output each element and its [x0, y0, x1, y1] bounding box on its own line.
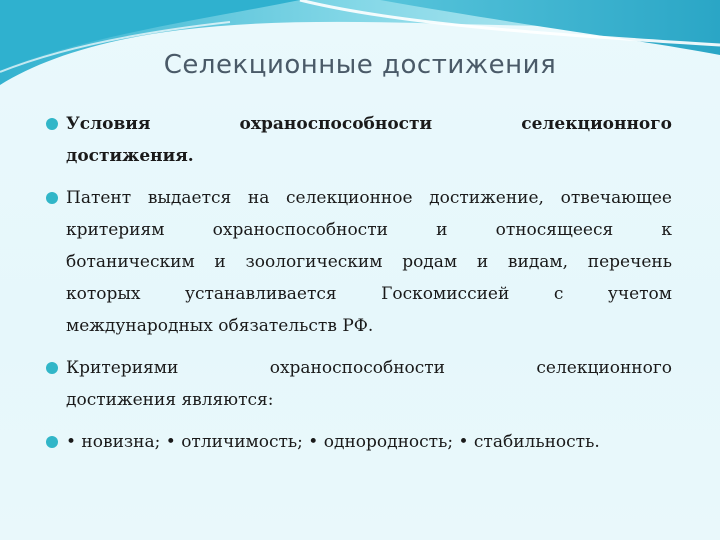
bullet-item — [46, 182, 672, 342]
bullet-item — [46, 352, 672, 416]
bullet-item — [46, 426, 672, 458]
bullet-dot-icon — [46, 118, 58, 130]
bullet-dot-icon — [46, 362, 58, 374]
bullet-item — [46, 108, 672, 172]
bullet-text-line: достижения являются: — [66, 390, 274, 410]
bullet-text-line: Критериями охраноспособности селекционного — [66, 358, 672, 378]
bullet-dot-icon — [46, 192, 58, 204]
slide-title: Селекционные достижения — [163, 50, 557, 80]
bullet-dot-icon — [46, 436, 58, 448]
bullet-text-line: критериям охраноспособности и относящееся к — [66, 220, 672, 240]
bullet-text-line: которых устанавливается Госкомиссией с учетом — [66, 284, 672, 304]
bullet-text-line: ботаническим и зоологическим родам и видам, перечень — [66, 252, 672, 272]
bullet-text-line: международных обязательств РФ. — [66, 316, 374, 336]
bullet-text-line: Патент выдается на селекционное достижение, отвечающее — [66, 188, 672, 208]
bullet-text-line: • новизна; • отличимость; • однородность; • стабильность. — [66, 432, 600, 452]
bullet-text-line: Условия охраноспособности селекционного — [66, 114, 672, 134]
bullet-list — [46, 108, 672, 468]
bullet-text-line: достижения. — [66, 146, 194, 166]
